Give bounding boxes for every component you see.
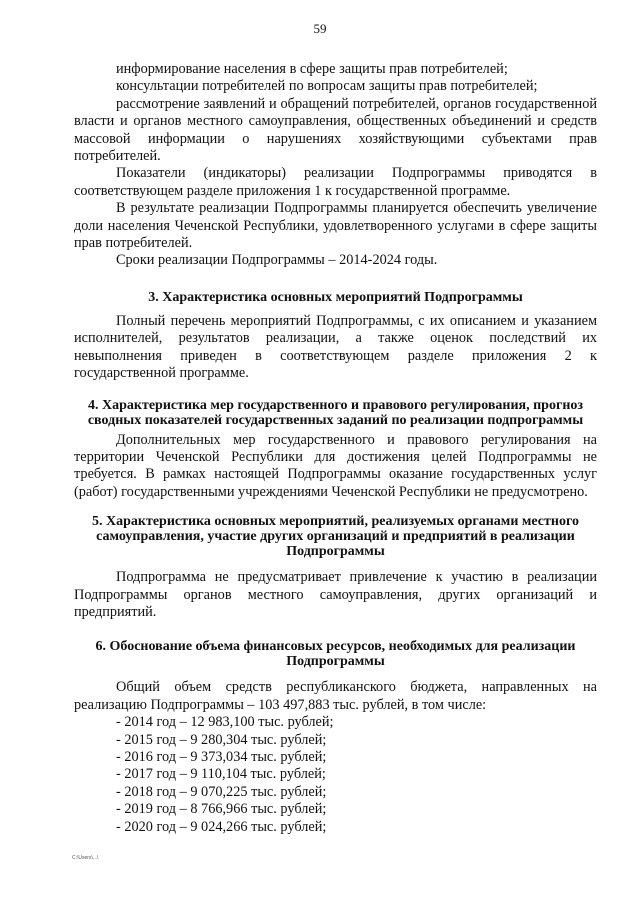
paragraph: консультации потребителей по вопросам защиты прав потребителей; (116, 78, 538, 95)
paragraph: В результате реализации Подпрограммы планируется обеспечить увеличение доли населения Чеченской Республики, удовлетворенного услугами в сфере защиты прав потребителей. (74, 200, 597, 252)
list-item: - 2020 год – 9 024,266 тыс. рублей; (116, 818, 327, 835)
section-3-heading: 3. Характеристика основных мероприятий Подпрограммы (148, 289, 523, 305)
list-item: - 2018 год – 9 070,225 тыс. рублей; (116, 783, 327, 800)
list-item: - 2019 год – 8 766,966 тыс. рублей; (116, 801, 327, 818)
list-item: - 2017 год – 9 110,104 тыс. рублей; (116, 766, 326, 783)
section-6-heading: 6. Обоснование объема финансовых ресурсов, необходимых для реализации Подпрограммы (95, 639, 576, 670)
section-3-text: Полный перечень мероприятий Подпрограммы, с их описанием и указанием исполнителей, результатов реализации, а также оценок последствий их невыполнения приведен в соответствующем разделе приложения 2 к государственной программе. (74, 312, 597, 382)
paragraph: рассмотрение заявлений и обращений потребителей, органов государственной власти и органов местного самоуправления, общественных объединений и средств массовой информации о нарушениях хозяйствующими субъектами прав потребителей. (74, 95, 597, 165)
page-number: 59 (313, 21, 327, 36)
paragraph: информирование населения в сфере защиты прав потребителей; (116, 61, 508, 77)
list-item: - 2014 год – 12 983,100 тыс. рублей; (116, 714, 334, 731)
list-item: - 2015 год – 9 280,304 тыс. рублей; (116, 731, 327, 748)
footer-file-path: С:\Users\...\ (72, 855, 99, 861)
section-5-text: Подпрограмма не предусматривает привлечение к участию в реализации Подпрограммы органов местного самоуправления, других организаций и предприятий. (74, 569, 597, 620)
funding-list (74, 714, 597, 836)
document-body (74, 61, 597, 836)
list-item: - 2016 год – 9 373,034 тыс. рублей; (116, 748, 327, 765)
section-6-text: Общий объем средств республиканского бюджета, направленных на реализацию Подпрограммы – 103 497,883 тыс. рублей, в том числе: (74, 679, 597, 713)
paragraph: Сроки реализации Подпрограммы – 2014-2024 годы. (116, 252, 438, 269)
paragraph: Показатели (индикаторы) реализации Подпрограммы приводятся в соответствующем разделе приложения 1 к государственной программе. (74, 165, 597, 199)
section-4-heading: 4. Характеристика мер государственного и правового регулирования, прогноз сводных показателей государственных заданий по реализации подпрограммы (87, 397, 584, 428)
section-5-heading: 5. Характеристика основных мероприятий, реализуемых органами местного самоуправления, участие других организаций и предприятий в реализации Подпрограммы (92, 514, 579, 560)
section-4-text: Дополнительных мер государственного и правового регулирования на территории Чеченской Республики для достижения целей Подпрограммы не требуется. В рамках настоящей Подпрограммы оказание государственных услуг (работ) государственными учреждениями Чеченской Республики не предусмотрено. (74, 431, 597, 500)
